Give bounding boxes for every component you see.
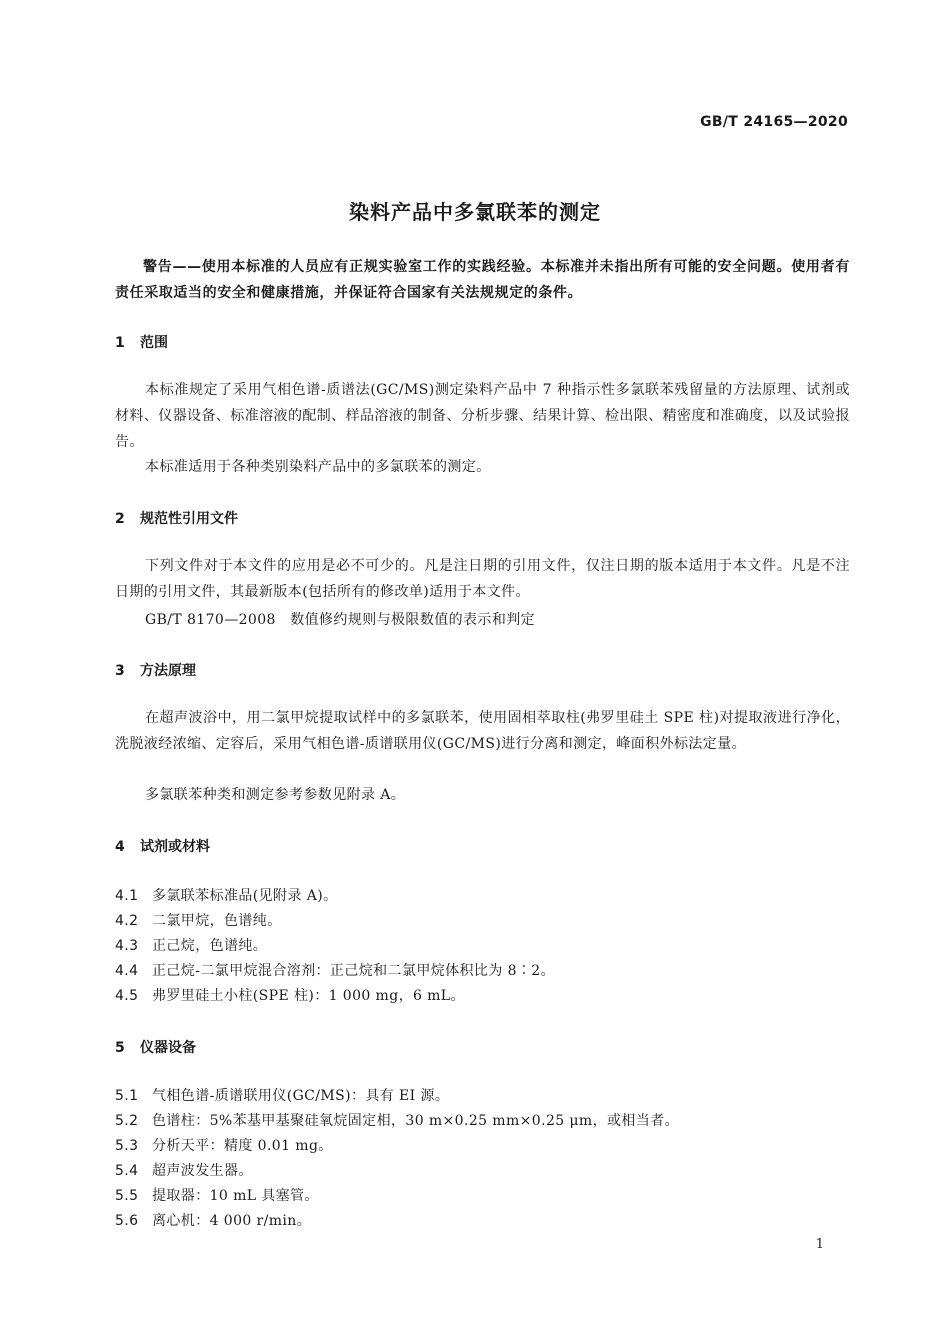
section-2-paragraph-1: 下列文件对于本文件的应用是必不可少的。凡是注日期的引用文件，仅注日期的版本适用于本文件。凡是不注日期的引用文件，其最新版本(包括所有的修改单)适用于本文件。: [115, 558, 850, 600]
list-item: 5.4 超声波发生器。: [115, 1163, 253, 1179]
section-3-paragraph-1: 在超声波浴中，用二氯甲烷提取试样中的多氯联苯，使用固相萃取柱(弗罗里硅土 SPE 柱)对提取液进行净化，洗脱液经浓缩、定容后，采用气相色谱-质谱联用仪(GC/MS)进行分离和测定，峰面积外标法定量。: [115, 710, 850, 752]
section-number: 5: [115, 1040, 125, 1056]
section-4-heading: [115, 836, 210, 856]
page-number: 1: [815, 1237, 824, 1252]
section-3-paragraph-2: 多氯联苯种类和测定参考参数见附录 A。: [145, 787, 406, 803]
list-item: 4.5 弗罗里硅土小柱(SPE 柱)：1 000 mg，6 mL。: [115, 988, 465, 1004]
normative-reference: GB/T 8170—2008 数值修约规则与极限数值的表示和判定: [145, 612, 536, 628]
section-number: 1: [115, 335, 125, 351]
section-title: 规范性引用文件: [140, 511, 238, 527]
section-5-heading: [115, 1037, 196, 1057]
section-title: 范围: [140, 335, 168, 351]
section-number: 3: [115, 663, 125, 679]
warning-paragraph: 警告——使用本标准的人员应有正规实验室工作的实践经验。本标准并未指出所有可能的安全问题。使用者有责任采取适当的安全和健康措施，并保证符合国家有关法规规定的条件。: [115, 259, 850, 301]
list-item: 5.5 提取器：10 mL 具塞管。: [115, 1188, 319, 1204]
section-number: 2: [115, 511, 125, 527]
section-title: 方法原理: [140, 663, 196, 679]
section-3-heading: [115, 660, 196, 680]
section-1-paragraph-2: 本标准适用于各种类别染料产品中的多氯联苯的测定。: [145, 459, 491, 475]
section-2-heading: [115, 508, 238, 528]
section-1-paragraph-1: 本标准规定了采用气相色谱-质谱法(GC/MS)测定染料产品中 7 种指示性多氯联苯残留量的方法原理、试剂或材料、仪器设备、标准溶液的配制、样品溶液的制备、分析步骤、结果计算、检出限、精密度和准确度，以及试验报告。: [115, 382, 850, 450]
list-item: 4.2 二氯甲烷，色谱纯。: [115, 913, 282, 929]
list-item: 5.6 离心机：4 000 r/min。: [115, 1213, 312, 1229]
document-title: 染料产品中多氯联苯的测定: [349, 200, 601, 224]
list-item: 4.1 多氯联苯标准品(见附录 A)。: [115, 888, 338, 904]
standard-code: GB/T 24165—2020: [700, 114, 848, 130]
list-item: 5.2 色谱柱：5%苯基甲基聚硅氧烷固定相，30 m×0.25 mm×0.25 μm，或相当者。: [115, 1113, 679, 1129]
section-title: 试剂或材料: [140, 839, 210, 855]
list-item: 5.1 气相色谱-质谱联用仪(GC/MS)：具有 EI 源。: [115, 1088, 450, 1104]
section-number: 4: [115, 839, 125, 855]
section-title: 仪器设备: [140, 1040, 196, 1056]
list-item: 4.4 正己烷-二氯甲烷混合溶剂：正己烷和二氯甲烷体积比为 8∶2。: [115, 963, 555, 979]
list-item: 4.3 正己烷，色谱纯。: [115, 938, 268, 954]
section-1-heading: [115, 332, 168, 352]
list-item: 5.3 分析天平：精度 0.01 mg。: [115, 1138, 333, 1154]
